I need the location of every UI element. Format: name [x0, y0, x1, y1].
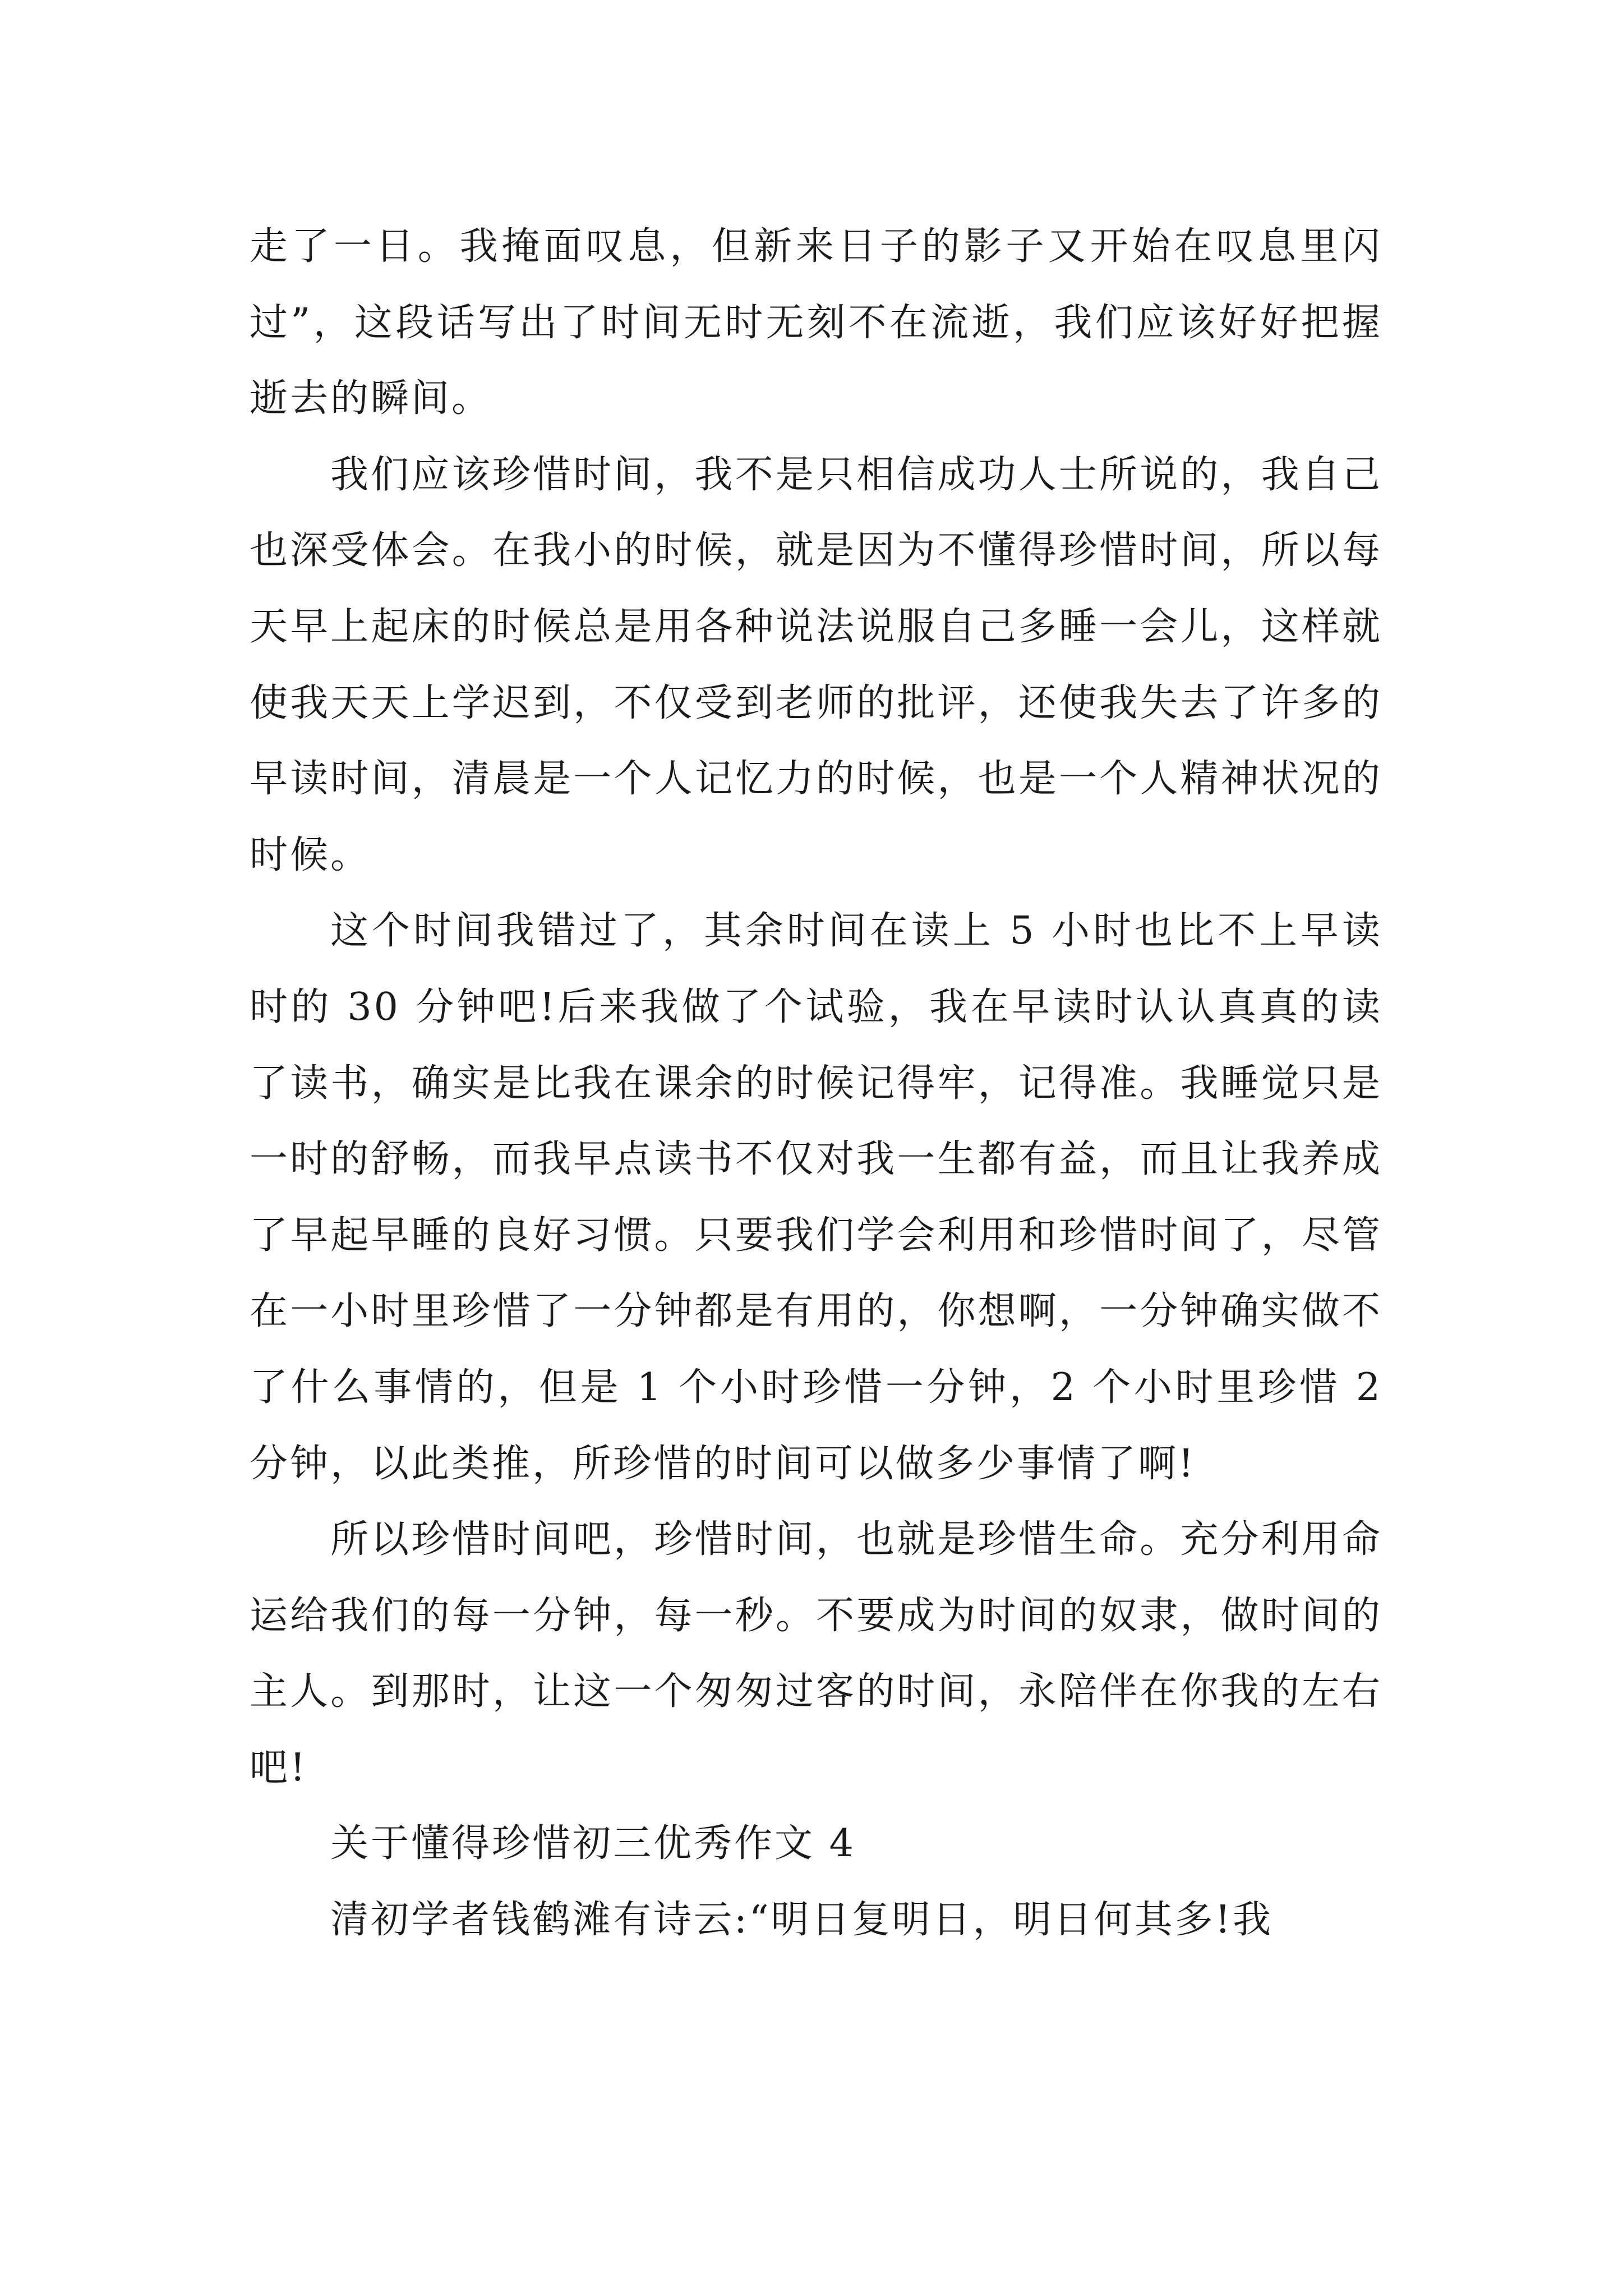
document-body [250, 209, 1382, 1958]
paragraph: 我们应该珍惜时间，我不是只相信成功人士所说的，我自己也深受体会。在我小的时候，就是因为不懂得珍惜时间，所以每天早上起床的时候总是用各种说法说服自己多睡一会儿，这样就使我天天上学迟到，不仅受到老师的批评，还使我失去了许多的早读时间，清晨是一个人记忆力的时候，也是一个人精神状况的时候。 [250, 452, 1382, 877]
paragraph-continued: 走了一日。我掩面叹息，但新来日子的影子又开始在叹息里闪过”，这段话写出了时间无时无刻不在流逝，我们应该好好把握逝去的瞬间。 [250, 224, 1382, 421]
section-heading: 关于懂得珍惜初三优秀作文 4 [330, 1821, 856, 1866]
paragraph: 清初学者钱鹤滩有诗云:“明日复明日，明日何其多!我 [330, 1898, 1274, 1943]
paragraph: 这个时间我错过了，其余时间在读上 5 小时也比不上早读时的 30 分钟吧!后来我做了个试验，我在早读时认认真真的读了读书，确实是比我在课余的时候记得牢，记得准。我睡觉只是一时的舒畅，而我早点读书不仅对我一生都有益，而且让我养成了早起早睡的良好习惯。只要我们学会利用和珍惜时间了，尽管在一小时里珍惜了一分钟都是有用的，你想啊，一分钟确实做不了什么事情的，但是 1 个小时珍惜一分钟，2 个小时里珍惜 2 分钟，以此类推，所珍惜的时间可以做多少事情了啊! [250, 909, 1382, 1486]
paragraph: 所以珍惜时间吧，珍惜时间，也就是珍惜生命。充分利用命运给我们的每一分钟，每一秒。不要成为时间的奴隶，做时间的主人。到那时，让这一个匆匆过客的时间，永陪伴在你我的左右吧! [250, 1517, 1382, 1790]
